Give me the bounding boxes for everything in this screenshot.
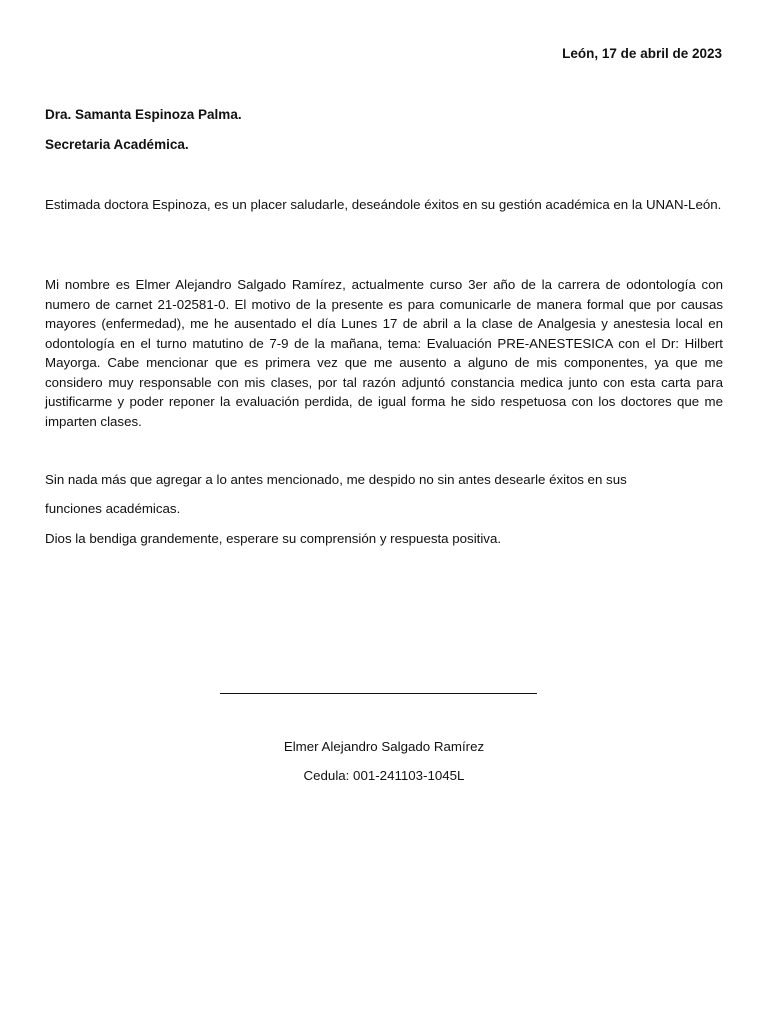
signer-id: Cedula: 001-241103-1045L (303, 768, 465, 783)
closing-line: funciones académicas. (45, 501, 181, 516)
closing-line: Sin nada más que agregar a lo antes mencionado, me despido no sin antes desearle éxitos en sus (45, 472, 627, 487)
recipient-title: Secretaria Académica. (45, 137, 189, 152)
letter-date: León, 17 de abril de 2023 (562, 46, 722, 61)
greeting-paragraph: Estimada doctora Espinoza, es un placer saludarle, deseándole éxitos en su gestión académica en la UNAN-León. (45, 197, 722, 212)
body-paragraph: Mi nombre es Elmer Alejandro Salgado Ramírez, actualmente curso 3er año de la carrera de odontología con numero de carnet 21-02581-0. El motivo de la presente es para comunicarle de manera formal que por causas mayores (enfermedad), me he ausentado el día Lunes 17 de abril a la clase de Analgesia y anestesia local en odontología en el turno matutino de 7-9 de la mañana, tema: Evaluación PRE-ANESTESICA con el Dr: Hilbert Mayorga. Cabe mencionar que es primera vez que me ausento a alguno de mis componentes, ya que me considero muy responsable con mis clases, por tal razón adjuntó constancia medica junto con esta carta para justificarme y poder reponer la evaluación perdida, de igual forma he sido respetuosa con los doctores que me imparten clases. (45, 277, 723, 429)
recipient-name: Dra. Samanta Espinoza Palma. (45, 107, 242, 122)
closing-line: Dios la bendiga grandemente, esperare su comprensión y respuesta positiva. (45, 531, 502, 546)
signature-line (220, 693, 537, 694)
signer-name: Elmer Alejandro Salgado Ramírez (283, 739, 485, 754)
